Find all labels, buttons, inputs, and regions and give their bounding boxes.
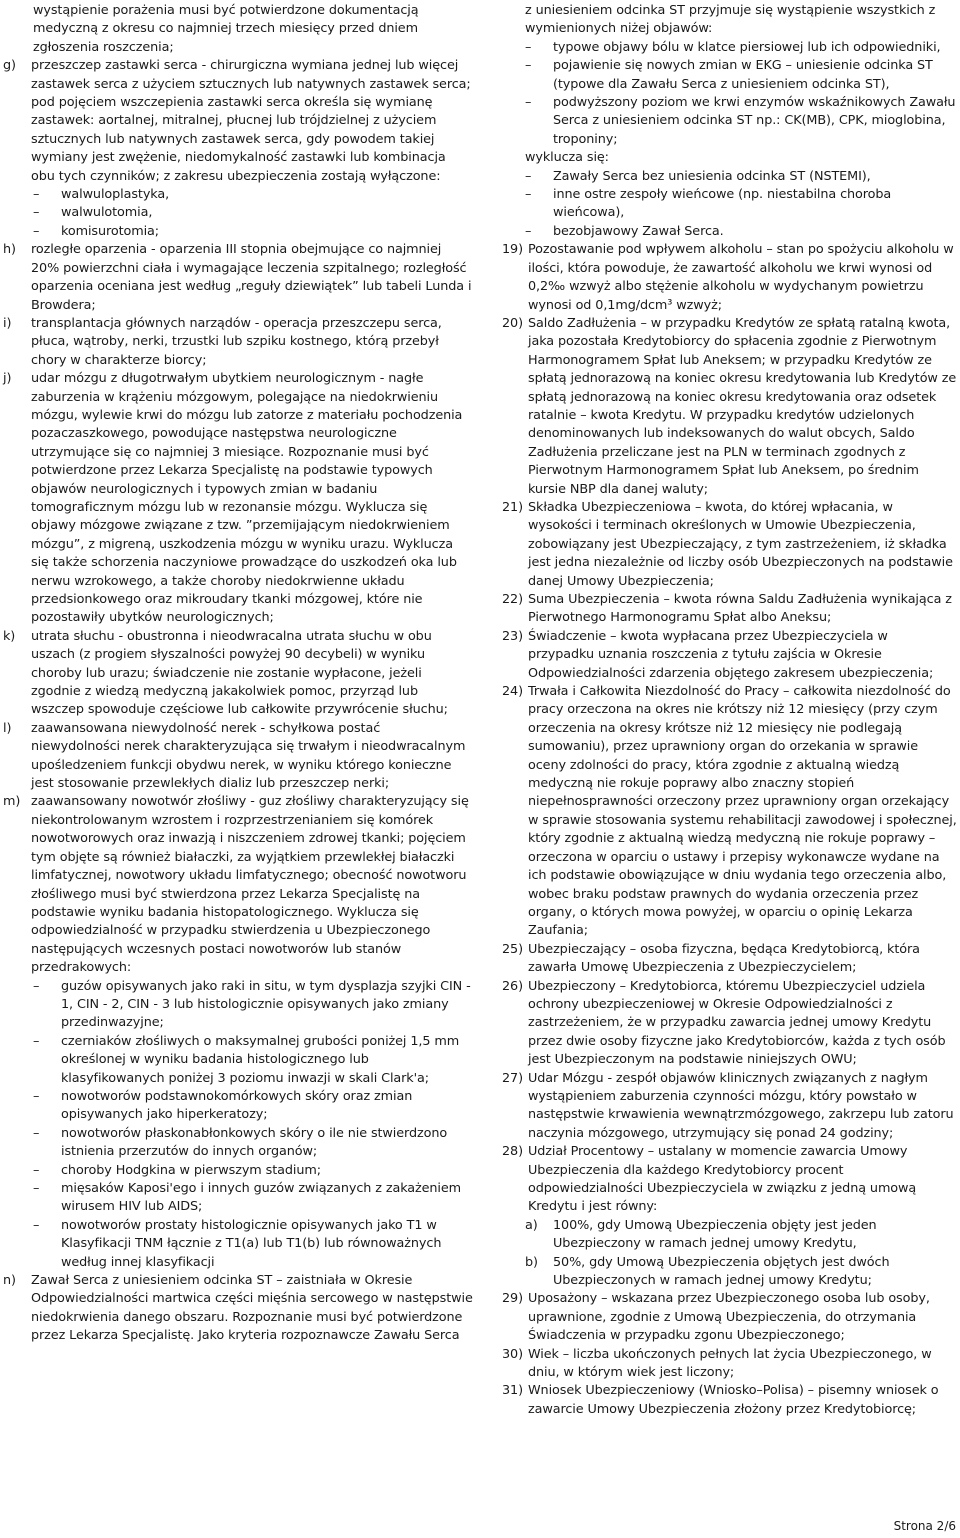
definition-n <box>3 1272 473 1346</box>
dash-text: bezobjawowy Zawał Serca. <box>553 223 724 239</box>
sub-item-b <box>495 1254 957 1291</box>
dash-marker: – <box>525 39 532 55</box>
dash-text: podwyższony poziom we krwi enzymów wskaźnikowych Zawału Serca z uniesieniem odcinka ST np.: CK(MB), CPK, mioglobina, troponiny; <box>553 95 956 147</box>
dash-item <box>3 978 473 1033</box>
dash-item <box>495 39 957 57</box>
paragraph-continuation: z uniesieniem odcinka ST przyjmuje się wystąpienie wszystkich z wymienionych niżej objawów: <box>525 3 936 37</box>
definition-j <box>3 370 473 628</box>
dash-item <box>3 223 473 241</box>
item-text: Saldo Zadłużenia – w przypadku Kredytów ze spłatą ratalną kwota, jaka pozostała Kredytobiorcy do spłacenia zgodnie z Pierwotnym Harmonogramem Spłat lub Aneksem; w przypadku Kredytów ze spłatą jednorazową na koniec okresu kredytowania lub Kredytów ze spłatą jednorazową na koniec okresu kredytowania oraz odsetek ratalnie – kwota Kredytu. W przypadku kredytów udzielonych denominowanych lub indeksowanych do walut obcych, Saldo Zadłużenia przeliczane jest na PLN w terminach zgodnych z Pierwotnym Harmonogramem Spłat lub Aneksem, po średnim kursie NBP dla danej waluty; <box>528 315 957 497</box>
item-text: Udział Procentowy – ustalany w momencie zawarcia Umowy Ubezpieczenia dla każdego Kredytobiorcy procent odpowiedzialności Ubezpieczyciela w związku z jedną umową Kredytu i jest równy: <box>528 1144 917 1215</box>
item-text: utrata słuchu - obustronna i nieodwracalna utrata słuchu w obu uszach (z progiem słyszalności powyżej 90 decybeli) w wyniku choroby lub urazu; świadczenie nie zostanie wypłacone, jeżeli zgodnie z wiedzą medyczną jakakolwiek pomoc, przyrząd lub wszczep spowoduje częściowe lub całkowite przywrócenie słuchu; <box>31 628 448 718</box>
item-text: zaawansowana niewydolność nerek - schyłkowa postać niewydolności nerek charakteryzująca się trwałym i nieodwracalnym upośledzeniem funkcji obydwu nerek, w wyniku którego konieczne jest stosowanie przewlekłych dializ lub przeszczep nerki; <box>31 720 466 792</box>
definition-19 <box>495 241 957 315</box>
item-text: Trwała i Całkowita Niezdolność do Pracy – całkowita niezdolność do pracy orzeczona na okres nie krótszy niż 12 miesięcy (przy czym orzeczenia na okresy krótsze niż 12 miesięcy nie podlegają sumowaniu), przez uprawniony organ do orzekania w sprawie oceny zdolności do pracy, która zgodnie z aktualną wiedzą medyczną nie rokuje poprawy albo znaczny stopień niepełnosprawności orzeczony przez uprawniony organ orzekający w sprawie stosowania systemu rehabilitacji zawodowej i społecznej, który zgodnie z aktualną wiedzą medyczną nie rokuje poprawy – orzeczona w oparciu o ustawy i przepisy wykonawcze wydane na ich podstawie obowiązujące w dniu wydania tego orzeczenia albo, wobec braku podstaw prawnych do wydania orzeczenia przez organy, o których mowa powyżej, w oparciu o opinię Lekarza Zaufania; <box>528 684 957 939</box>
item-label: i) <box>3 315 12 331</box>
item-text: zaawansowany nowotwór złośliwy - guz złośliwy charakteryzujący się niekontrolowanym wzrostem i rozprzestrzenianiem się komórek nowotworowych oraz inwazją i niszczeniem zdrowej tkanki; pojęciem tym objęte są również białaczki, za wyjątkiem przewlekłej białaczki limfatycznej, nowotwory układu limfatycznego; obecność nowotworu złośliwego musi być stwierdzona przez Lekarza Specjalistę na podstawie wyniku badania histopatologicznego. Wyklucza się odpowiedzialność w przypadku stwierdzenia u Ubezpieczonego następujących wczesnych postaci nowotworów lub stanów przedrakowych: <box>31 794 469 976</box>
definition-m <box>3 793 473 977</box>
item-number: 21) <box>502 499 523 515</box>
definition-22 <box>495 591 957 628</box>
dash-item <box>3 204 473 222</box>
dash-marker: – <box>525 187 532 203</box>
dash-item <box>3 1162 473 1180</box>
definition-26 <box>495 978 957 1070</box>
sub-item-a <box>495 1217 957 1254</box>
dash-text: choroby Hodgkina w pierwszym stadium; <box>61 1162 321 1178</box>
definition-21 <box>495 499 957 591</box>
definition-h <box>3 241 473 315</box>
definition-k <box>3 628 473 720</box>
dash-text: guzów opisywanych jako raki in situ, w tym dysplazja szyjki CIN - 1, CIN - 2, CIN - 3 lub histologicznie opisywanych jako zmiany przedinwazyjne; <box>61 978 471 1031</box>
item-label: k) <box>3 628 16 644</box>
item-text: Ubezpieczający – osoba fizyczna, będąca Kredytobiorcą, która zawarła Umowę Ubezpieczenia z Ubezpieczycielem; <box>528 941 920 976</box>
exclusion-label: wyklucza się: <box>525 150 609 166</box>
dash-text: nowotworów płaskonabłonkowych skóry o ile nie stwierdzono istnienia przerzutów do innych organów; <box>61 1125 448 1160</box>
sub-item-text: 50%, gdy Umową Ubezpieczenia objętych jest dwóch Ubezpieczonych w ramach jednej umowy Kredytu; <box>553 1254 890 1289</box>
item-text: Pozostawanie pod wpływem alkoholu – stan po spożyciu alkoholu w ilości, która powoduje, że zawartość alkoholu we krwi wynosi od 0,2‰ wzwyż albo stężenie alkoholu w wydychanym powietrzu wynosi od 0,1mg/dcm³ wzwyż; <box>528 242 954 313</box>
dash-text: nowotworów prostaty histologicznie opisywanych jako T1 w Klasyfikacji TNM łącznie z T1(a) lub T1(b) lub równoważnych według innej klasyfikacji <box>61 1217 442 1270</box>
dash-marker: – <box>525 223 532 239</box>
dash-item <box>3 186 473 204</box>
dash-text: nowotworów podstawnokomórkowych skóry oraz zmian opisywanych jako hiperkeratozy; <box>61 1088 413 1123</box>
dash-text: walwuloplastyka, <box>61 187 170 203</box>
sub-item-text: 100%, gdy Umową Ubezpieczenia objęty jest jeden Ubezpieczony w ramach jednej umowy Kredytu, <box>553 1217 877 1252</box>
dash-text: Zawały Serca bez uniesienia odcinka ST (NSTEMI), <box>553 168 871 184</box>
item-text: Świadczenie – kwota wypłacana przez Ubezpieczyciela w przypadku uznania roszczenia z tytułu zajścia w Okresie Odpowiedzialności zdarzenia objętego zakresem ubezpieczenia; <box>528 628 934 681</box>
item-text: Udar Mózgu - zespół objawów klinicznych związanych z nagłym wystąpieniem zaburzenia czynności mózgu, który powstało w następstwie krwawienia wewnątrzmózgowego, zakrzepu lub zatoru naczynia mózgowego, utrzymujący się ponad 24 godziny; <box>528 1070 954 1141</box>
definition-g <box>3 57 473 186</box>
dash-marker: – <box>33 187 40 203</box>
definition-24 <box>495 683 957 941</box>
item-number: 30) <box>502 1346 523 1362</box>
dash-marker: – <box>33 1181 40 1196</box>
dash-text: inne ostre zespoły wieńcowe (np. niestabilna choroba wieńcowa), <box>553 187 892 221</box>
dash-text: pojawienie się nowych zmian w EKG – uniesienie odcinka ST (typowe dla Zawału Serca z uniesieniem odcinka ST), <box>553 58 933 92</box>
dash-marker: – <box>33 1162 40 1178</box>
item-number: 24) <box>502 684 523 700</box>
definition-29 <box>495 1290 957 1345</box>
item-label: g) <box>3 58 16 74</box>
dash-marker: – <box>525 95 532 111</box>
definition-25 <box>495 941 957 978</box>
item-number: 31) <box>502 1383 523 1399</box>
item-text: Wniosek Ubezpieczeniowy (Wniosko–Polisa) – pisemny wniosek o zawarcie Umowy Ubezpieczenia złożony przez Kredytobiorcę; <box>528 1383 939 1417</box>
item-text: przeszczep zastawki serca - chirurgiczna wymiana jednej lub więcej zastawek serca z użyciem sztucznych lub natywnych zastawek serca; pod pojęciem wszczepienia zastawki serca określa się wymianę zastawek: aortalnej, mitralnej, płucnej lub trójdzielnej z użyciem sztucznych lub natywnych zastawek serca, gdy powodem takiej wymiany jest zwężenie, niedomykalność zastawki lub kombinacja obu tych czynników; z zakresu ubezpieczenia zostają wyłączone: <box>31 58 471 184</box>
item-number: 25) <box>502 941 523 957</box>
sub-item-label: b) <box>525 1254 538 1270</box>
dash-item <box>3 1217 473 1272</box>
item-label: m) <box>3 794 21 810</box>
item-number: 19) <box>502 242 523 258</box>
item-text: udar mózgu z długotrwałym ubytkiem neurologicznym - nagłe zaburzenia w krążeniu mózgowym, polegające na niedokrwieniu mózgu, wylewie krwi do mózgu lub zatorze z materiału pochodzenia pozaczaszkowego, powodujące następstwa neurologiczne utrzymujące się co najmniej 3 miesiące. Rozpoznanie musi być potwierdzone przez Lekarza Specjalistę na podstawie typowych objawów neurologicznych i typowych zmian w badaniu tomograficznym mózgu lub w rezonansie mózgu. Wyklucza się objawy mózgowe związane z tzw. ”przemijającym niedokrwieniem mózgu”, z migreną, uszkodzenia mózgu w wyniku urazu. Wyklucza się także schorzenia naczyniowe prowadzące do uszkodzeń oka lub nerwu wzrokowego, a także choroby niedokrwienne układu przedsionkowego oraz mikroudary tkanki mózgowej, które nie pozostawiły ubytków neurologicznych; <box>31 371 463 626</box>
dash-item <box>495 223 957 241</box>
item-number: 22) <box>502 592 523 607</box>
dash-item <box>3 1033 473 1088</box>
definition-i <box>3 315 473 370</box>
dash-marker: – <box>33 1033 40 1049</box>
definition-23 <box>495 628 957 683</box>
dash-item <box>3 1125 473 1162</box>
dash-marker: – <box>33 1217 40 1233</box>
paragraph-intro: wystąpienie porażenia musi być potwierdzone dokumentacją medyczną z okresu co najmniej trzech miesięcy przed dniem zgłoszenia roszczenia; <box>33 3 419 55</box>
item-label: h) <box>3 242 16 258</box>
item-number: 23) <box>502 628 523 644</box>
dash-marker: – <box>33 205 40 221</box>
item-text: Wiek – liczba ukończonych pełnych lat życia Ubezpieczonego, w dniu, w którym wiek jest liczony; <box>528 1346 932 1381</box>
dash-item <box>495 57 957 94</box>
definition-31 <box>495 1382 957 1419</box>
item-label: n) <box>3 1273 16 1289</box>
item-number: 28) <box>502 1144 523 1160</box>
item-text: Ubezpieczony – Kredytobiorca, któremu Ubezpieczyciel udziela ochrony ubezpieczeniowej w Okresie Odpowiedzialności z zastrzeżeniem, że w przypadku zawarcia jednej umowy Kredytu przez dwie osoby fizyczne jako Kredytobiorców, każda z tych osób jest Ubezpieczonym na podstawie niniejszych OWU; <box>528 978 946 1068</box>
item-number: 29) <box>502 1291 523 1307</box>
definition-20 <box>495 315 957 499</box>
dash-item <box>3 1180 473 1217</box>
definition-28 <box>495 1143 957 1217</box>
left-column <box>3 2 473 1346</box>
definition-30 <box>495 1346 957 1383</box>
dash-item <box>495 168 957 186</box>
dash-text: czerniaków złośliwych o maksymalnej grubości poniżej 1,5 mm określonej w wyniku badania histologicznego lub klasyfikowanych poniżej 3 poziomu inwazji w skali Clark'a; <box>61 1033 460 1086</box>
item-number: 26) <box>502 978 523 994</box>
dash-marker: – <box>33 978 40 994</box>
dash-item <box>3 1088 473 1125</box>
dash-marker: – <box>33 1088 40 1104</box>
dash-marker: – <box>525 58 532 74</box>
dash-text: mięsaków Kaposi'ego i innych guzów związanych z zakażeniem wirusem HIV lub AIDS; <box>61 1181 462 1215</box>
item-label: l) <box>3 720 12 736</box>
dash-item <box>495 186 957 223</box>
dash-text: typowe objawy bólu w klatce piersiowej lub ich odpowiedniki, <box>553 39 941 55</box>
dash-text: komisurotomia; <box>61 223 160 239</box>
item-text: rozległe oparzenia - oparzenia III stopnia obejmujące co najmniej 20% powierzchni ciała i wymagające leczenia szpitalnego; rozległość oparzenia oceniana jest według „reguły dziewiątek” lub tabeli Lunda i Browdera; <box>31 242 472 313</box>
item-text: Uposażony – wskazana przez Ubezpieczonego osoba lub osoby, uprawnione, zgodnie z Umową Ubezpieczenia, do otrzymania Świadczenia w przypadku zgonu Ubezpieczonego; <box>528 1291 930 1344</box>
item-text: transplantacja głównych narządów - operacja przeszczepu serca, płuca, wątroby, nerki, trzustki lub szpiku kostnego, którą przebył chory w charakterze biorcy; <box>31 315 442 368</box>
dash-item <box>495 94 957 149</box>
definition-l <box>3 720 473 794</box>
dash-text: walwulotomia, <box>61 205 153 221</box>
dash-marker: – <box>33 223 40 239</box>
definition-27 <box>495 1070 957 1144</box>
item-label: j) <box>3 371 12 387</box>
dash-marker: – <box>525 168 532 184</box>
page-number: Strona 2/6 <box>893 1519 956 1533</box>
item-text: Suma Ubezpieczenia – kwota równa Saldu Zadłużenia wynikająca z Pierwotnego Harmonogramu Spłat albo Aneksu; <box>528 592 952 626</box>
item-text: Składka Ubezpieczeniowa – kwota, do której wpłacania, w wysokości i terminach określonych w Umowie Ubezpieczenia, zobowiązany jest Ubezpieczający, z tym zastrzeżeniem, iż składka jest jedna niezależnie od liczby osób Ubezpieczonych na podstawie danej Umowy Ubezpieczenia; <box>528 499 953 589</box>
item-number: 27) <box>502 1070 523 1086</box>
right-column <box>495 2 957 1419</box>
dash-marker: – <box>33 1125 40 1141</box>
item-text: Zawał Serca z uniesieniem odcinka ST – zaistniała w Okresie Odpowiedzialności martwica części mięśnia sercowego w następstwie niedokrwienia danego obszaru. Rozpoznanie musi być potwierdzone przez Lekarza Specjalistę. Jako kryteria rozpoznawcze Zawału Serca <box>31 1273 473 1344</box>
item-number: 20) <box>502 315 523 331</box>
sub-item-label: a) <box>525 1217 538 1233</box>
